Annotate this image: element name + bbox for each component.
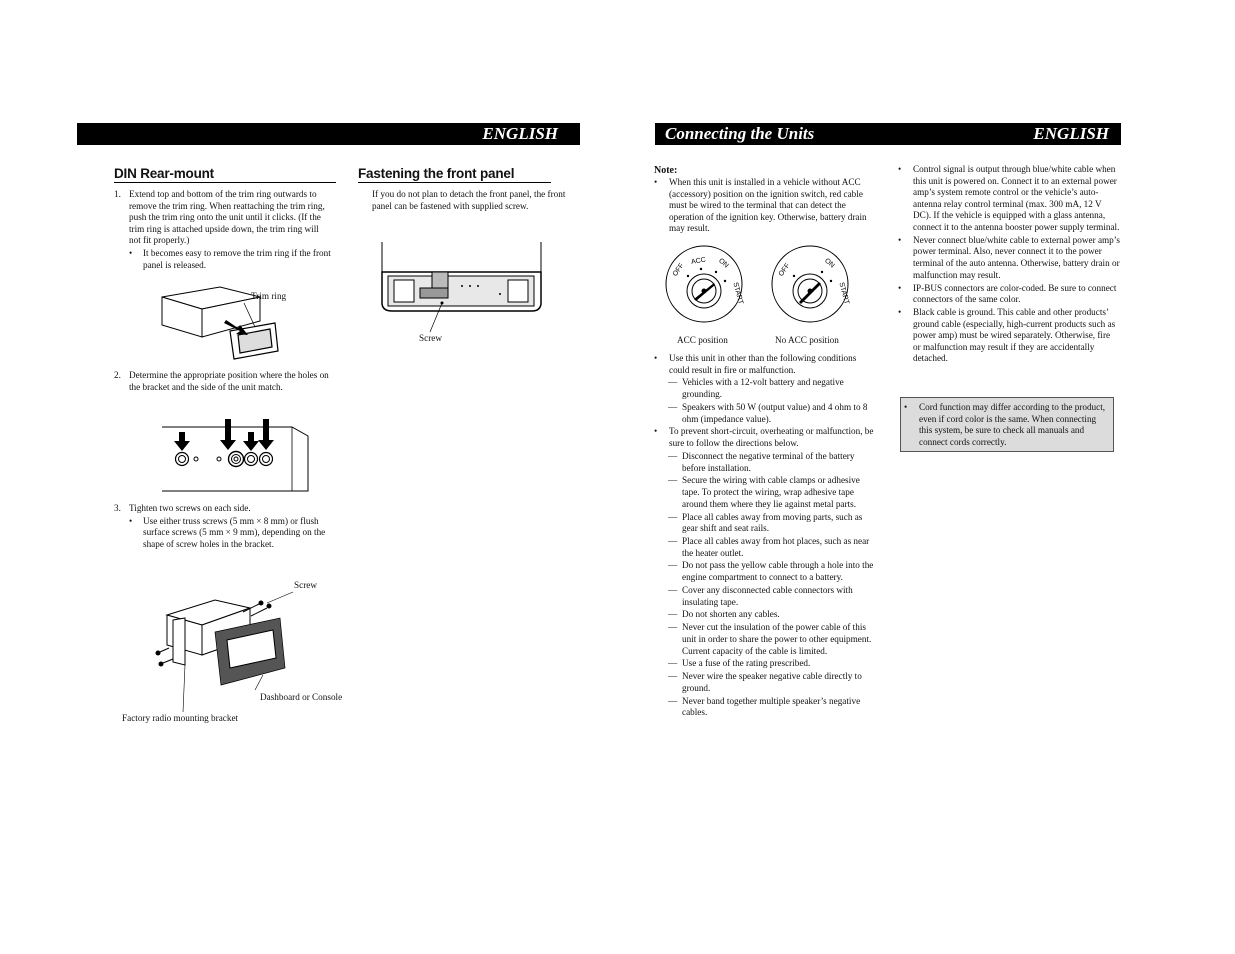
list-item: — Secure the wiring with cable clamps or adhesive tape. To protect the wiring, wrap adhesive tape around them where they lie against metal parts. bbox=[668, 475, 860, 509]
list-item: • Use this unit in other than the following conditions could result in fire or malfunction. bbox=[654, 353, 857, 375]
right-bullet-list bbox=[898, 164, 1120, 366]
condition-text: Speakers with 50 W (output value) and 4 ohm to 8 ohm (impedance value). bbox=[682, 401, 868, 424]
no-acc-switch-illustration bbox=[770, 244, 850, 324]
screw-mounting-illustration bbox=[155, 590, 295, 700]
step-text: Determine the appropriate position where the holes on the bracket and the side of the unit match. bbox=[129, 370, 329, 392]
list-item: • To prevent short-circuit, overheating or malfunction, be sure to follow the directions below. bbox=[654, 426, 874, 449]
front-panel-screw-label: Screw bbox=[419, 333, 442, 343]
acc-note-text: When this unit is installed in a vehicle without ACC (accessory) position on the ignition switch, red cable must be wired to the terminal that can detect the operation of the ignition key. Otherwise, battery drain may result. bbox=[669, 177, 867, 234]
step-number: 1. bbox=[114, 189, 121, 199]
fastening-text: If you do not plan to detach the front panel, the front panel can be fastened with supplied screw. bbox=[372, 189, 566, 211]
condition-text: Vehicles with a 12-volt battery and negative grounding. bbox=[682, 377, 844, 400]
din-heading-rule bbox=[114, 182, 336, 183]
direction-text: Place all cables away from hot places, such as near the heater outlet. bbox=[682, 535, 870, 558]
list-item: — Place all cables away from moving parts, such as gear shift and seat rails. bbox=[668, 511, 863, 534]
use-conditions-text: Use this unit in other than the following conditions could result in fire or malfunction. bbox=[669, 353, 857, 375]
fastening-heading: Fastening the front panel bbox=[358, 166, 515, 181]
direction-text: Never band together multiple speaker’s negative cables. bbox=[682, 695, 861, 718]
list-item: • Never connect blue/white cable to external power amp’s power terminal. Also, never connect it to the power terminal of the auto antenna. Otherwise, battery drain or malfunction may result. bbox=[898, 234, 1120, 280]
left-header-bar bbox=[77, 123, 580, 145]
front-panel-illustration bbox=[380, 242, 545, 322]
direction-text: Use a fuse of the rating prescribed. bbox=[682, 658, 811, 669]
right-header-title: Connecting the Units bbox=[665, 124, 815, 143]
list-item: — Place all cables away from hot places, such as near the heater outlet. bbox=[668, 535, 870, 558]
step-number: 2. bbox=[114, 370, 121, 380]
list-item: — Do not shorten any cables. bbox=[668, 609, 780, 620]
boxed-note bbox=[900, 397, 1114, 452]
list-item: • Control signal is output through blue/white cable when this unit is powered on. Connect it to an external power amp’s system remote control or the vehicle’s auto-antenna relay control terminal (max. 300 mA, 12 V DC). If the vehicle is equipped with a glass antenna, connect it to the antenna booster power supply terminal. bbox=[898, 164, 1120, 232]
acc-start-label: START bbox=[731, 281, 744, 306]
list-item: • When this unit is installed in a vehicle without ACC (accessory) position on the ignition switch, red cable must be wired to the terminal that can detect the operation of the ignition key. Otherwise, battery drain may result. bbox=[654, 177, 867, 234]
bracket-holes-illustration bbox=[162, 418, 312, 494]
din-step-1 bbox=[114, 189, 332, 273]
list-item: • IP-BUS connectors are color-coded. Be sure to connect connectors of the same color. bbox=[898, 282, 1117, 305]
list-item: • Cord function may differ according to the product, even if cord color is the same. When connecting this system, be sure to check all manuals and connect cords correctly. bbox=[904, 402, 1106, 447]
list-item: • Use either truss screws (5 mm × 8 mm) or flush surface screws (5 mm × 9 mm), depending on the shape of screw holes in the bracket. bbox=[129, 515, 326, 550]
direction-text: Never wire the speaker negative cable directly to ground. bbox=[682, 671, 862, 693]
list-item bbox=[114, 503, 336, 515]
prevent-text: To prevent short-circuit, overheating or malfunction, be sure to follow the directions below. bbox=[669, 426, 874, 449]
step-bullet-text: It becomes easy to remove the trim ring if the front panel is released. bbox=[143, 248, 331, 270]
bullet-text: Black cable is ground. This cable and other products’ ground cable (especially, high-current products such as power amp) must be wired separately. Otherwise, fire or malfunction may result if they are accidentally detached. bbox=[913, 307, 1116, 364]
list-item bbox=[114, 189, 332, 247]
no-acc-off-label: OFF bbox=[777, 262, 792, 278]
list-item: • It becomes easy to remove the trim ring if the front panel is released. bbox=[129, 248, 331, 270]
list-item: • Black cable is ground. This cable and other products’ ground cable (especially, high-current products such as power amp) must be wired separately. Otherwise, fire or malfunction may result if they are accidentally detached. bbox=[898, 307, 1116, 364]
direction-text: Do not pass the yellow cable through a hole into the engine compartment to connect to a battery. bbox=[682, 560, 874, 583]
list-item: — Use a fuse of the rating prescribed. bbox=[668, 658, 811, 669]
list-item: — Vehicles with a 12-volt battery and negative grounding. bbox=[668, 377, 844, 400]
acc-acc-label: ACC bbox=[690, 256, 707, 266]
direction-text: Place all cables away from moving parts, such as gear shift and seat rails. bbox=[682, 511, 863, 534]
boxed-note-text: Cord function may differ according to the product, even if cord color is the same. When connecting this system, be sure to check all manuals and connect cords correctly. bbox=[919, 402, 1106, 447]
fastening-heading-rule bbox=[358, 182, 551, 183]
step-text: Extend top and bottom of the trim ring outwards to remove the trim ring. When reattaching the trim ring, push the trim ring onto the unit until it clicks. (If the trim ring is attached upside down, the trim ring will not fit properly.) bbox=[129, 189, 325, 246]
din-step-3 bbox=[114, 503, 336, 552]
din-step-2 bbox=[114, 370, 332, 394]
bullet-text: Never connect blue/white cable to external power amp’s power terminal. Also, never connect it to the power terminal of the auto antenna. Otherwise, battery drain or malfunction may result. bbox=[913, 234, 1120, 280]
list-item: — Never cut the insulation of the power cable of this unit in order to share the power to other equipment. Current capacity of the cable is limited. bbox=[668, 622, 872, 656]
no-acc-start-label: START bbox=[837, 281, 850, 306]
conditions-list bbox=[654, 353, 876, 720]
screw-label-left: Screw bbox=[294, 580, 317, 590]
bullet-text: IP-BUS connectors are color-coded. Be sure to connect connectors of the same color. bbox=[913, 282, 1117, 305]
trim-ring-label: Trim ring bbox=[251, 291, 287, 301]
step-bullet-text: Use either truss screws (5 mm × 8 mm) or flush surface screws (5 mm × 9 mm), depending on the shape of screw holes in the bracket. bbox=[143, 515, 326, 550]
dashboard-label: Dashboard or Console bbox=[260, 692, 343, 702]
acc-position-caption: ACC position bbox=[677, 335, 728, 345]
list-item: — Do not pass the yellow cable through a hole into the engine compartment to connect to a battery. bbox=[668, 560, 874, 583]
acc-off-label: OFF bbox=[671, 262, 686, 278]
list-item: — Disconnect the negative terminal of the battery before installation. bbox=[668, 450, 855, 473]
list-item: — Never wire the speaker negative cable directly to ground. bbox=[668, 671, 862, 693]
din-rear-mount-heading: DIN Rear-mount bbox=[114, 166, 214, 181]
list-item: — Speakers with 50 W (output value) and 4 ohm to 8 ohm (impedance value). bbox=[668, 401, 868, 424]
right-header-language: ENGLISH bbox=[1033, 124, 1109, 143]
acc-on-label: ON bbox=[717, 257, 730, 270]
right-header-bar bbox=[655, 123, 1121, 145]
step-text: Tighten two screws on each side. bbox=[129, 503, 251, 513]
step-number: 3. bbox=[114, 503, 121, 513]
direction-text: Do not shorten any cables. bbox=[682, 609, 780, 620]
bullet-text: Control signal is output through blue/white cable when this unit is powered on. Connect it to an external power amp’s system remote control or the vehicle’s auto-antenna relay control terminal (max. 300 mA, 12 V DC). If the vehicle is equipped with a glass antenna, connect it to the antenna booster power supply terminal. bbox=[913, 164, 1120, 232]
no-acc-on-label: ON bbox=[823, 257, 836, 270]
no-acc-position-caption: No ACC position bbox=[775, 335, 839, 345]
direction-text: Cover any disconnected cable connectors with insulating tape. bbox=[682, 584, 853, 607]
list-item: — Never band together multiple speaker’s negative cables. bbox=[668, 695, 861, 718]
direction-text: Disconnect the negative terminal of the battery before installation. bbox=[682, 450, 855, 473]
bracket-label: Factory radio mounting bracket bbox=[122, 713, 239, 723]
acc-switch-illustration bbox=[664, 244, 744, 324]
list-item: — Cover any disconnected cable connectors with insulating tape. bbox=[668, 584, 853, 607]
direction-text: Secure the wiring with cable clamps or adhesive tape. To protect the wiring, wrap adhesive tape around them where they lie against metal parts. bbox=[682, 475, 860, 509]
left-header-language: ENGLISH bbox=[482, 124, 558, 143]
list-item bbox=[114, 370, 332, 393]
acc-note-list bbox=[654, 177, 872, 236]
note-heading: Note: bbox=[654, 165, 678, 176]
direction-text: Never cut the insulation of the power cable of this unit in order to share the power to other equipment. Current capacity of the cable is limited. bbox=[682, 622, 872, 656]
